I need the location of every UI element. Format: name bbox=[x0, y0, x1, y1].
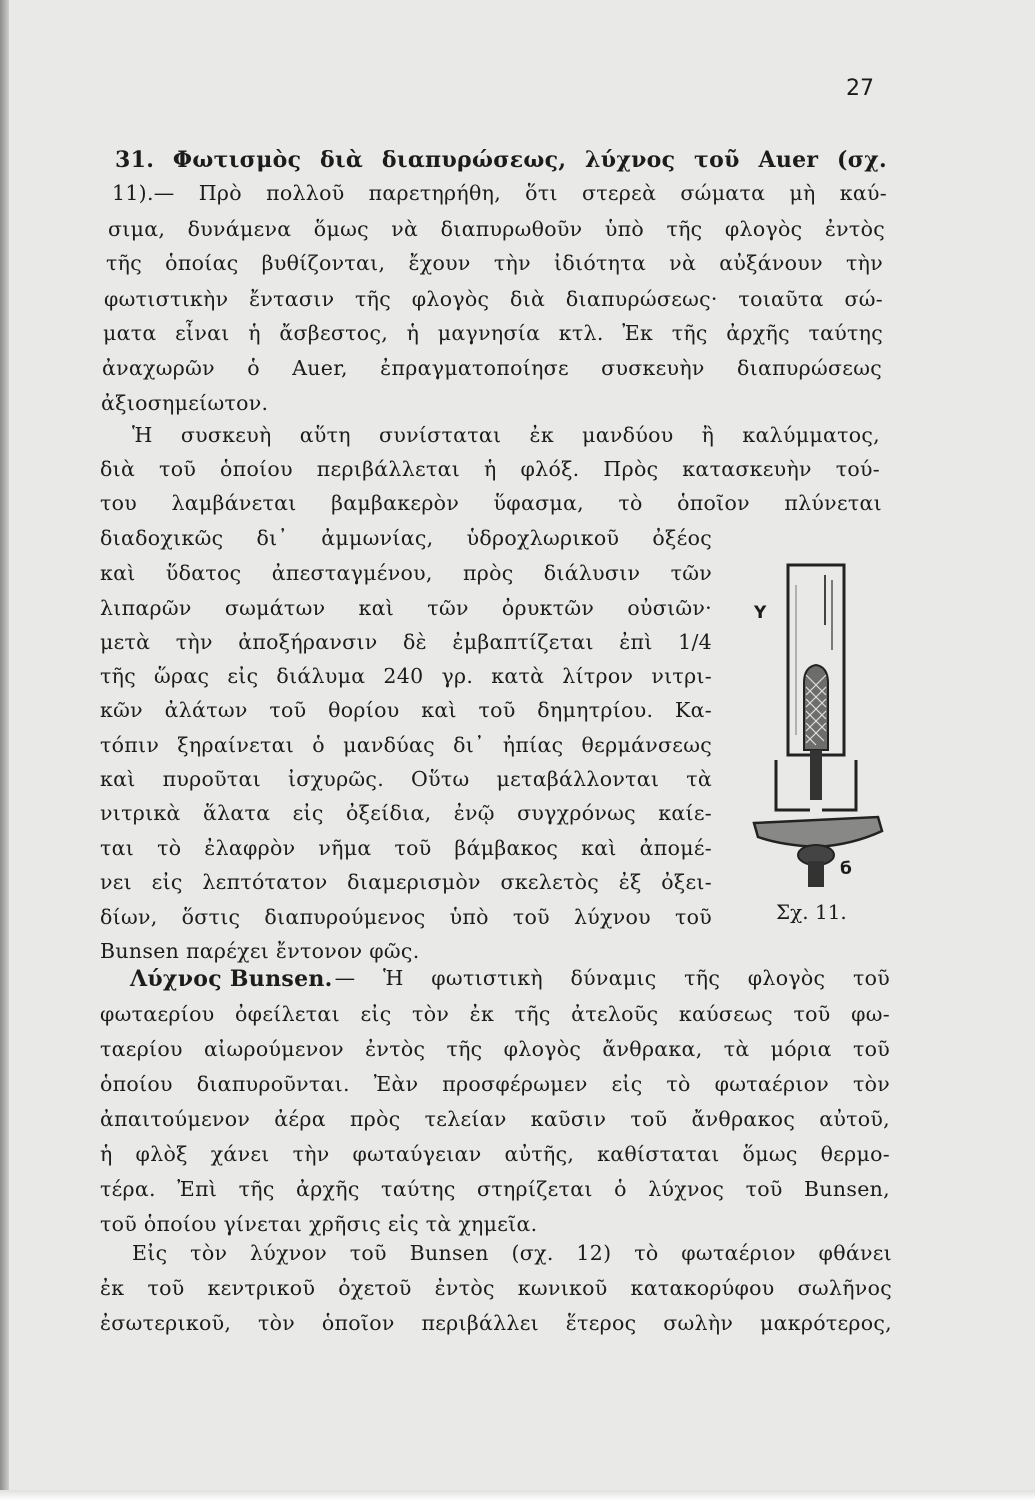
bunsen-heading: Λύχνος Bunsen. bbox=[130, 966, 333, 992]
text-line: ματα εἶναι ἡ ἄσβεστος, ἡ μαγνησία κτλ. Ἐκ τῆς ἀρχῆς ταύτης bbox=[103, 321, 883, 345]
figure-caption: Σχ. 11. bbox=[776, 900, 847, 924]
text-line: ἀναχωρῶν ὁ Auer, ἐπραγματοποίησε συσκευὴν διαπυρώσεως bbox=[102, 356, 882, 380]
text-line: φωταερίου ὀφείλεται εἰς τὸν ἐκ τῆς ἀτελοῦς καύσεως τοῦ φω- bbox=[100, 1002, 890, 1026]
text-line: τῆς ὥρας εἰς διάλυμα 240 γρ. κατὰ λίτρον νιτρι- bbox=[100, 664, 712, 688]
text-line: κῶν ἀλάτων τοῦ θορίου καὶ τοῦ δημητρίου. Κα- bbox=[100, 698, 712, 722]
text-line: νει εἰς λεπτότατον διαμερισμὸν σκελετὸς ἐξ ὀξει- bbox=[100, 870, 712, 894]
text-line: ἀπαιτούμενον ἀέρα πρὸς τελείαν καῦσιν τοῦ ἄνθρακος αὐτοῦ, bbox=[100, 1107, 890, 1131]
gas-inlet bbox=[808, 861, 824, 887]
page-number: 27 bbox=[846, 76, 874, 101]
text-line: τέρα. Ἐπὶ τῆς ἀρχῆς ταύτης στηρίζεται ὁ λύχνος τοῦ Bunsen, bbox=[100, 1177, 890, 1201]
text-line: ἀξιοσημείωτον. bbox=[101, 391, 269, 415]
text-line: τοῦ ὁποίου γίνεται χρῆσις εἰς τὰ χημεῖα. bbox=[100, 1212, 538, 1236]
text-line: λιπαρῶν σωμάτων καὶ τῶν ὀρυκτῶν οὐσιῶν· bbox=[100, 596, 712, 620]
text-line: ὁποίου διαπυροῦνται. Ἐὰν προσφέρωμεν εἰς τὸ φωταέριον τὸν bbox=[100, 1072, 890, 1096]
burner-base bbox=[754, 817, 882, 847]
text-line: ἐκ τοῦ κεντρικοῦ ὀχετοῦ ἐντὸς κωνικοῦ κατακορύφου σωλῆνος bbox=[100, 1276, 892, 1300]
text-line: ἐσωτερικοῦ, τὸν ὁποῖον περιβάλλει ἕτερος σωλὴν μακρότερος, bbox=[100, 1311, 892, 1335]
bunsen-first-line bbox=[130, 968, 890, 990]
page-binding-shadow bbox=[0, 0, 9, 1500]
text-line: του λαμβάνεται βαμβακερὸν ὕφασμα, τὸ ὁποῖον πλύνεται bbox=[100, 491, 882, 515]
text-line: Bunsen παρέχει ἔντονον φῶς. bbox=[100, 939, 420, 963]
page-bottom-edge bbox=[0, 1490, 1035, 1500]
figure-label-top: Υ bbox=[754, 603, 767, 623]
text-line: Εἰς τὸν λύχνον τοῦ Bunsen (σχ. 12) τὸ φωταέριον φθάνει bbox=[132, 1241, 892, 1265]
text-line: νιτρικὰ ἅλατα εἰς ὀξείδια, ἐνῷ συγχρόνως καίε- bbox=[100, 801, 712, 825]
text-line: 11).— Πρὸ πολλοῦ παρετηρήθη, ὅτι στερεὰ σώματα μὴ καύ- bbox=[112, 181, 887, 205]
gallery-arm-right bbox=[822, 760, 856, 810]
text-line: διαδοχικῶς δι᾽ ἀμμωνίας, ὑδροχλωρικοῦ ὀξέος bbox=[100, 526, 712, 550]
text-line: — Ἡ φωτιστικὴ δύναμις τῆς φλογὸς τοῦ bbox=[334, 966, 890, 990]
text-line: ται τὸ ἐλαφρὸν νῆμα τοῦ βάμβακος καὶ ἀπομέ- bbox=[100, 836, 712, 860]
text-line: σιμα, δυνάμενα ὅμως νὰ διαπυρωθοῦν ὑπὸ τῆς φλογὸς ἐντὸς bbox=[108, 217, 885, 241]
text-line: ἡ φλὸξ χάνει τὴν φωταύγειαν αὐτῆς, καθίσταται ὅμως θερμο- bbox=[100, 1142, 890, 1166]
text-line: μετὰ τὴν ἀποξήρανσιν δὲ ἐμβαπτίζεται ἐπὶ 1/4 bbox=[100, 630, 712, 654]
figure-label-bottom: б bbox=[840, 859, 852, 879]
auer-lamp-drawing bbox=[752, 555, 892, 895]
text-line: τῆς ὁποίας βυθίζονται, ἔχουν τὴν ἰδιότητα νὰ αὐξάνουν τὴν bbox=[106, 251, 883, 275]
text-line: διὰ τοῦ ὁποίου περιβάλλεται ἡ φλόξ. Πρὸς κατασκευὴν τού- bbox=[100, 457, 880, 481]
text-line: φωτιστικὴν ἔντασιν τῆς φλογὸς διὰ διαπυρώσεως· τοιαῦτα σώ- bbox=[104, 287, 883, 311]
burner-stem bbox=[810, 750, 822, 800]
text-line: καὶ ὕδατος ἀπεσταγμένου, πρὸς διάλυσιν τῶν bbox=[100, 561, 712, 585]
auer-lamp-figure bbox=[752, 555, 892, 895]
text-line: δίων, ὅστις διαπυρούμενος ὑπὸ τοῦ λύχνου τοῦ bbox=[100, 905, 712, 929]
text-line: Ἡ συσκευὴ αὕτη συνίσταται ἐκ μανδύου ἢ καλύμματος, bbox=[132, 423, 880, 447]
gallery-arm-left bbox=[776, 760, 810, 810]
section-heading: 31. Φωτισμὸς διὰ διαπυρώσεως, λύχνος τοῦ Auer (σχ. bbox=[115, 147, 887, 173]
text-line: τόπιν ξηραίνεται ὁ μανδύας δι᾽ ἠπίας θερμάνσεως bbox=[100, 733, 712, 757]
text-line: ταερίου αἰωρούμενον ἐντὸς τῆς φλογὸς ἄνθρακα, τὰ μόρια τοῦ bbox=[100, 1037, 890, 1061]
text-line: καὶ πυροῦται ἰσχυρῶς. Οὕτω μεταβάλλονται τὰ bbox=[100, 767, 712, 791]
